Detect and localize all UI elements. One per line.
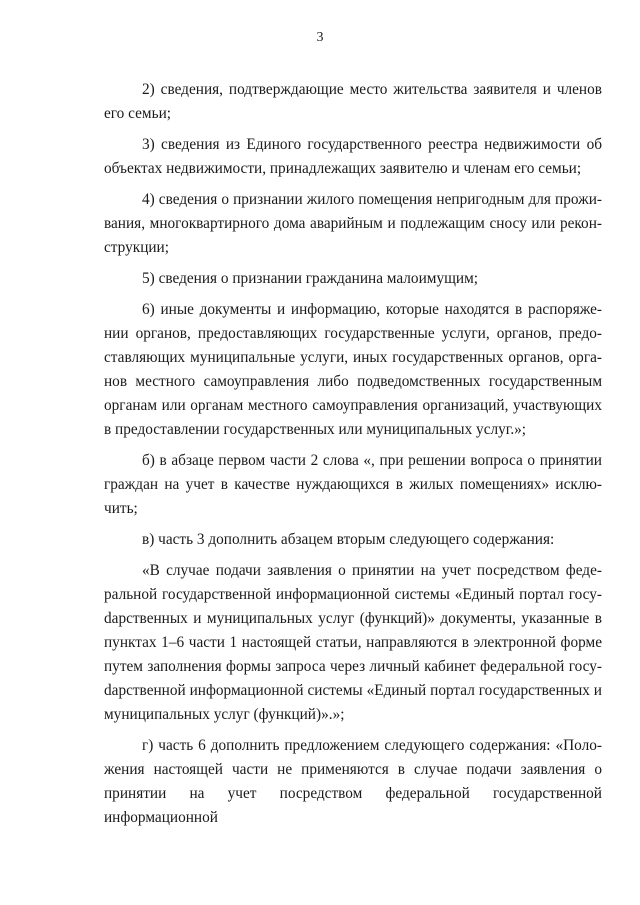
paragraph-v: в) часть 3 дополнить абзацем вторым следующего содержания:	[142, 531, 555, 548]
paragraph-item-6: 6) иные документы и информацию, которые находятся в распоряжении органов, предоставляющих государственные услуги, органов, предоставляющих муниципальные услуги, иных государственных органов, органов местного самоуправления либо подведомственных государственным органам или органам местного самоуправления организаций, участвующих в предоставлении государственных или муниципальных услуг.»;	[104, 301, 602, 438]
paragraph-g: г) часть 6 дополнить предложением следующего содержания: «Положения настоящей части не применяются в случае подачи заявления о принятии на учет посредством федеральной государственной информационной	[104, 737, 602, 826]
paragraph-b: б) в абзаце первом части 2 слова «, при решении вопроса о принятии граждан на учет в качестве нуждающихся в жилых помещениях» исключить;	[104, 452, 602, 517]
document-body	[104, 78, 602, 837]
paragraph-item-3: 3) сведения из Единого государственного реестра недвижимости об объектах недвижимости, принадлежащих заявителю и членам его семьи;	[104, 136, 602, 177]
page-number: 3	[316, 30, 324, 45]
paragraph-item-4: 4) сведения о признании жилого помещения непригодным для проживания, многоквартирного дома аварийным и подлежащим сносу или реконструкции;	[104, 191, 602, 256]
paragraph-v-quote: «В случае подачи заявления о принятии на учет посредством федеральной государственной информационной системы «Единый портал госуdарственных и муниципальных услуг (функций)» документы, указанные в пунктах 1–6 части 1 настоящей статьи, направляются в электронной форме путем заполнения формы запроса через личный кабинет федеральной госуdарственной информационной системы «Единый портал государственных и муниципальных услуг (функций)».»;	[104, 562, 602, 723]
paragraph-item-2: 2) сведения, подтверждающие место жительства заявителя и членов его семьи;	[104, 81, 602, 122]
paragraph-item-5: 5) сведения о признании гражданина малоимущим;	[142, 270, 478, 287]
